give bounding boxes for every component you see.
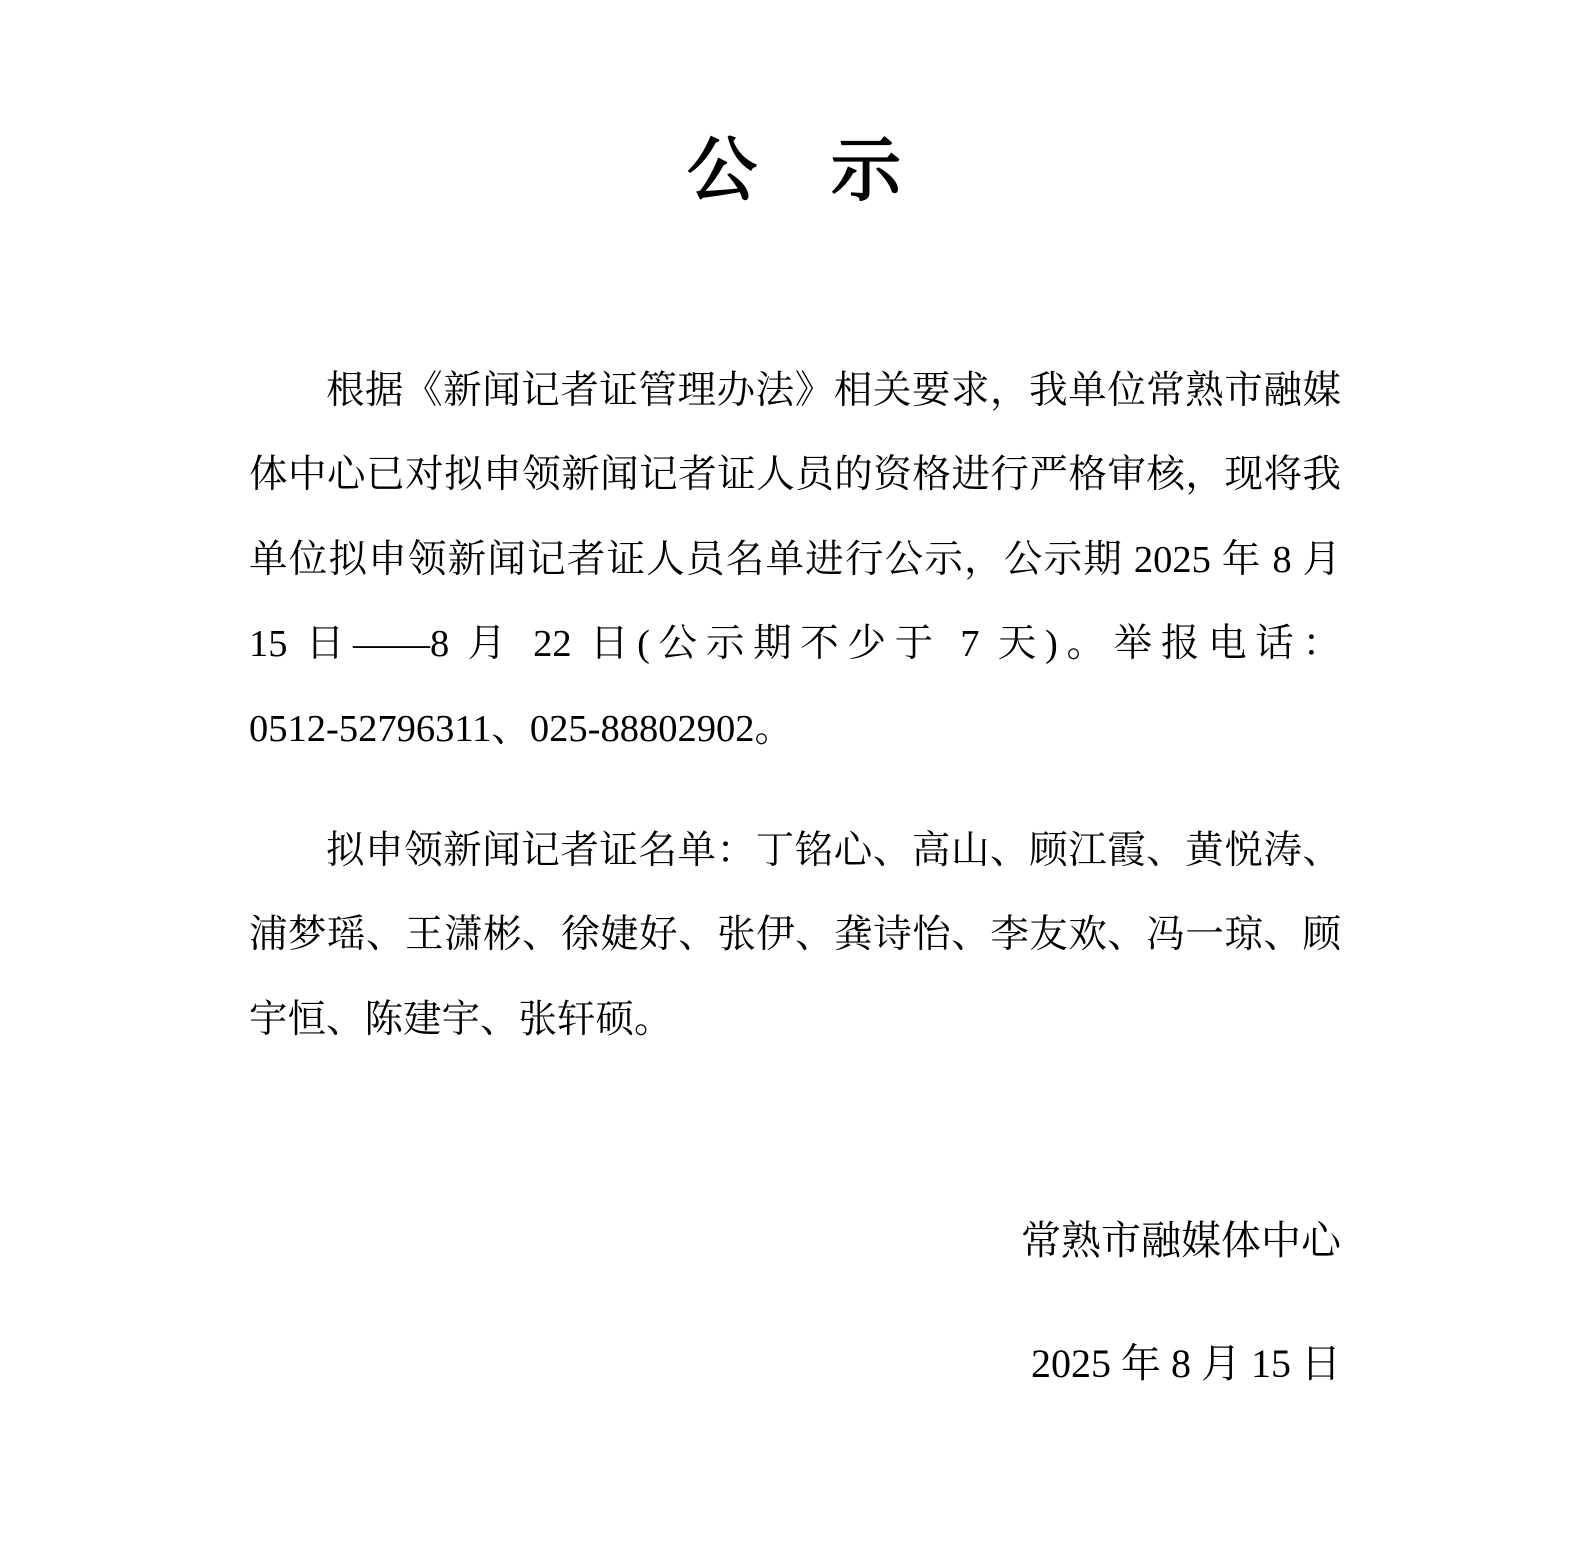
paragraph1-line4: 15 日——8 月 22 日(公示期不少于 7 天)。举报电话： [249, 623, 1341, 666]
paragraph-intro [249, 349, 1341, 771]
paragraph2-line1: 拟申领新闻记者证名单：丁铭心、高山、顾江霞、黄悦涛、 [326, 830, 1341, 872]
paragraph1-line1: 根据《新闻记者证管理办法》相关要求，我单位常熟市融媒 [326, 370, 1341, 412]
paragraph1-line2: 体中心已对拟申领新闻记者证人员的资格进行严格审核，现将我 [249, 454, 1341, 497]
paragraph2-line2: 浦梦瑶、王潇彬、徐婕好、张伊、龚诗怡、李友欢、冯一琼、顾 [249, 914, 1341, 957]
page-title: 公 示 [687, 133, 903, 210]
paragraph1-line5-phone-numbers: 0512-52796311、025-88802902。 [249, 707, 793, 750]
issue-date: 2025 年 8 月 15 日 [1031, 1341, 1341, 1386]
paragraph-name-list [249, 809, 1341, 1062]
paragraph2-line3: 宇恒、陈建宇、张轩硕。 [249, 998, 673, 1041]
paragraph1-line3: 单位拟申领新闻记者证人员名单进行公示，公示期 2025 年 8 月 [249, 538, 1341, 581]
issuer-signature: 常熟市融媒体中心 [1021, 1218, 1341, 1263]
